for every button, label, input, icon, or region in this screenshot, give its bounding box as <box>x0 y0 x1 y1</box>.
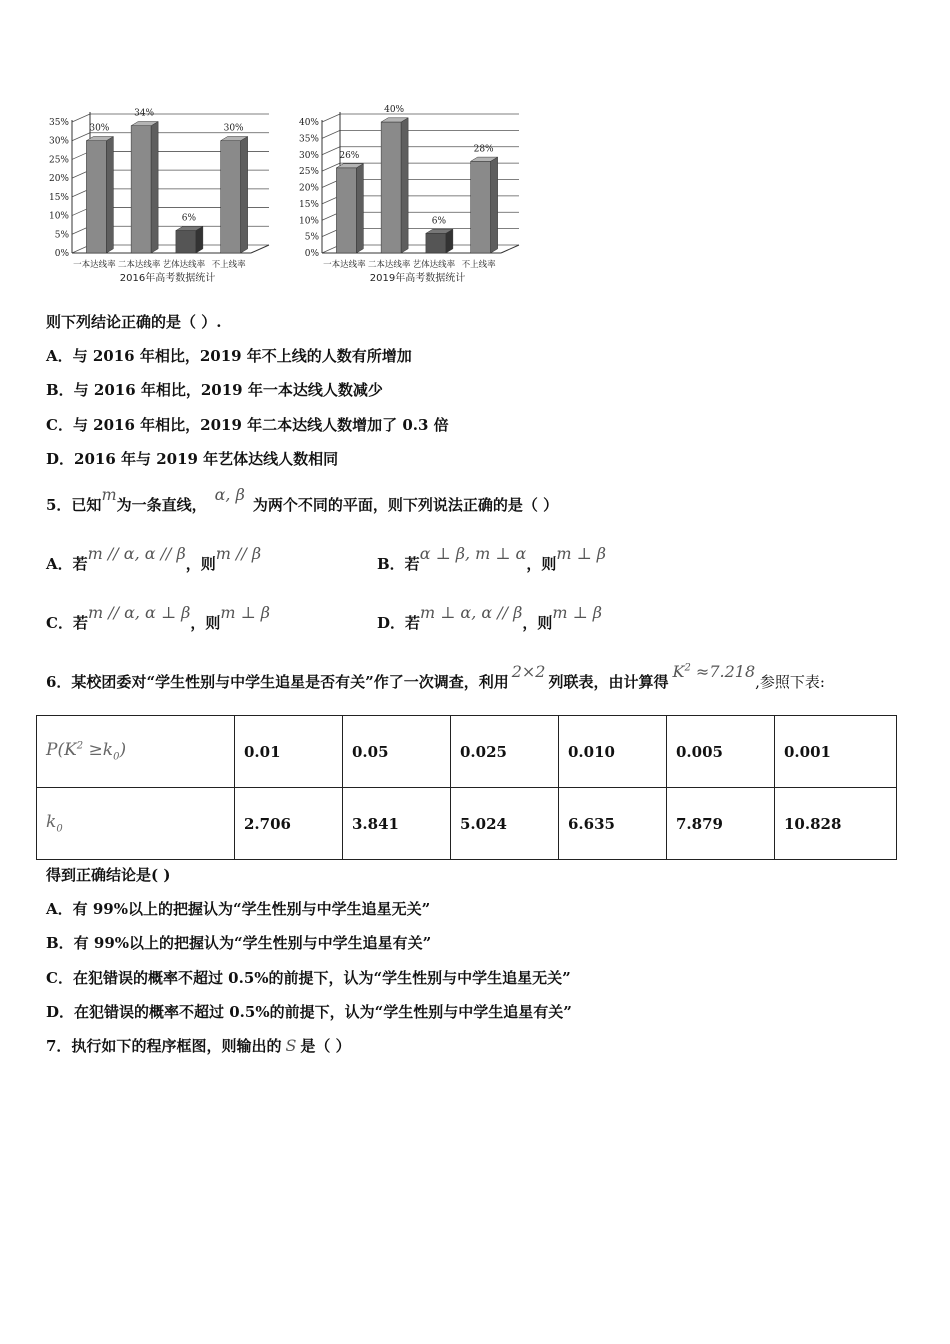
bar-chart-2016 <box>46 98 276 290</box>
x-tick-label: 艺体达线率 <box>412 260 456 270</box>
y-tick-label: 30% <box>298 150 319 161</box>
table-cell: 0.05 <box>343 716 451 788</box>
bar-side <box>241 137 248 253</box>
data-label: 40% <box>384 105 405 115</box>
chart-title: 2019年高考数据统计 <box>369 273 466 284</box>
q5-option-a: A．若m // α, α // β，则m // β <box>46 544 262 573</box>
grid-diagonal <box>322 130 340 138</box>
q4-option-d: D．2016 年与 2019 年艺体达线人数相同 <box>46 450 339 468</box>
x-tick-label: 一本达线率 <box>323 260 366 270</box>
y-tick-label: 20% <box>298 183 319 194</box>
y-tick-label: 10% <box>48 211 69 222</box>
table-header-probability: $P(K^2 \ge k_0)$ <box>37 716 235 788</box>
q5-option-b: B．若α ⊥ β, m ⊥ α，则m ⊥ β <box>377 544 606 573</box>
bar-side <box>106 137 113 253</box>
table-cell: 0.025 <box>451 716 559 788</box>
bar-chart-2019 <box>296 98 526 290</box>
bar <box>381 122 401 253</box>
q6-option-b: B．有 99%以上的把握认为“学生性别与中学生追星有关” <box>46 934 432 952</box>
table-cell: 3.841 <box>343 788 451 860</box>
q6-after-table: 得到正确结论是( ) <box>46 866 171 884</box>
bar <box>471 161 491 253</box>
table-cell: 0.01 <box>235 716 343 788</box>
table-row-k0 <box>37 788 897 860</box>
bar <box>176 231 196 253</box>
grid-diagonal <box>72 114 90 122</box>
y-tick-label: 40% <box>298 118 319 128</box>
bar-side <box>196 226 203 253</box>
q5-math-alpha-beta: α, β <box>214 485 245 504</box>
data-label: 30% <box>89 123 110 134</box>
x-tick-label: 不上线率 <box>211 260 246 270</box>
q5-option-d: D．若m ⊥ α, α // β，则m ⊥ β <box>377 603 603 632</box>
bar-side <box>401 118 408 253</box>
q4-option-c: C．与 2016 年相比，2019 年二本达线人数增加了 0.3 倍 <box>46 416 449 434</box>
q4-stem: 则下列结论正确的是（ ）. <box>46 313 222 331</box>
y-tick-label: 0% <box>304 249 319 259</box>
table-cell: 7.879 <box>667 788 775 860</box>
data-label: 26% <box>339 150 360 161</box>
table-cell: 10.828 <box>775 788 897 860</box>
critical-value-table <box>36 715 897 860</box>
q5-stem: 5．已知m为一条直线，α, β为两个不同的平面，则下列说法正确的是（ ） <box>46 485 559 514</box>
x-tick-label: 艺体达线率 <box>162 260 206 270</box>
y-tick-label: 35% <box>48 118 69 128</box>
q5-option-c: C．若m // α, α ⊥ β，则m ⊥ β <box>46 603 270 632</box>
bar <box>336 168 356 253</box>
data-label: 6% <box>431 216 447 227</box>
data-label: 30% <box>223 123 244 134</box>
bar <box>131 126 151 253</box>
bar <box>221 141 241 253</box>
data-label: 34% <box>134 108 155 119</box>
table-cell: 0.010 <box>559 716 667 788</box>
bar <box>86 141 106 253</box>
y-tick-label: 15% <box>298 199 319 210</box>
q5-math-m: m <box>101 485 117 504</box>
q6-option-c: C．在犯错误的概率不超过 0.5%的前提下，认为“学生性别与中学生追星无关” <box>46 969 571 987</box>
table-row-probability <box>37 716 897 788</box>
x-tick-label: 二本达线率 <box>117 260 161 270</box>
grid-diagonal <box>72 133 90 141</box>
table-header-k0: $k_0$ <box>37 788 235 860</box>
floor-edge <box>251 245 269 253</box>
y-tick-label: 35% <box>298 134 319 145</box>
data-label: 28% <box>473 144 494 155</box>
bar-side <box>151 122 158 253</box>
y-tick-label: 30% <box>48 136 69 147</box>
q6-option-a: A．有 99%以上的把握认为“学生性别与中学生追星无关” <box>46 900 431 918</box>
x-tick-label: 一本达线率 <box>73 260 116 270</box>
y-tick-label: 10% <box>298 216 319 227</box>
bar-side <box>491 157 498 253</box>
table-cell: 2.706 <box>235 788 343 860</box>
bar <box>426 233 446 253</box>
y-tick-label: 25% <box>48 155 69 166</box>
x-tick-label: 二本达线率 <box>367 260 411 270</box>
q7-stem: 7．执行如下的程序框图，则输出的 S 是（ ） <box>46 1036 351 1055</box>
chart-title: 2016年高考数据统计 <box>119 273 216 284</box>
y-tick-label: 20% <box>48 174 69 185</box>
table-cell: 6.635 <box>559 788 667 860</box>
q6-stem: 6．某校团委对“学生性别与中学生追星是否有关”作了一次调查，利用2×2列联表，由计算得$K^2 \approx 7.218$,参照下表: <box>46 662 825 691</box>
table-cell: 0.001 <box>775 716 897 788</box>
bar-side <box>356 164 363 253</box>
x-tick-label: 不上线率 <box>461 260 496 270</box>
data-label: 6% <box>181 213 197 224</box>
table-cell: 5.024 <box>451 788 559 860</box>
q4-option-a: A．与 2016 年相比，2019 年不上线的人数有所增加 <box>46 347 412 365</box>
y-tick-label: 5% <box>54 230 69 241</box>
q4-option-b: B．与 2016 年相比，2019 年一本达线人数减少 <box>46 381 383 399</box>
grid-diagonal <box>322 114 340 122</box>
floor-edge <box>501 245 519 253</box>
y-tick-label: 25% <box>298 167 319 178</box>
table-cell: 0.005 <box>667 716 775 788</box>
y-tick-label: 0% <box>54 249 69 259</box>
q6-option-d: D．在犯错误的概率不超过 0.5%的前提下，认为“学生性别与中学生追星有关” <box>46 1003 572 1021</box>
grid-diagonal <box>322 147 340 155</box>
y-tick-label: 5% <box>304 232 319 243</box>
y-tick-label: 15% <box>48 192 69 203</box>
